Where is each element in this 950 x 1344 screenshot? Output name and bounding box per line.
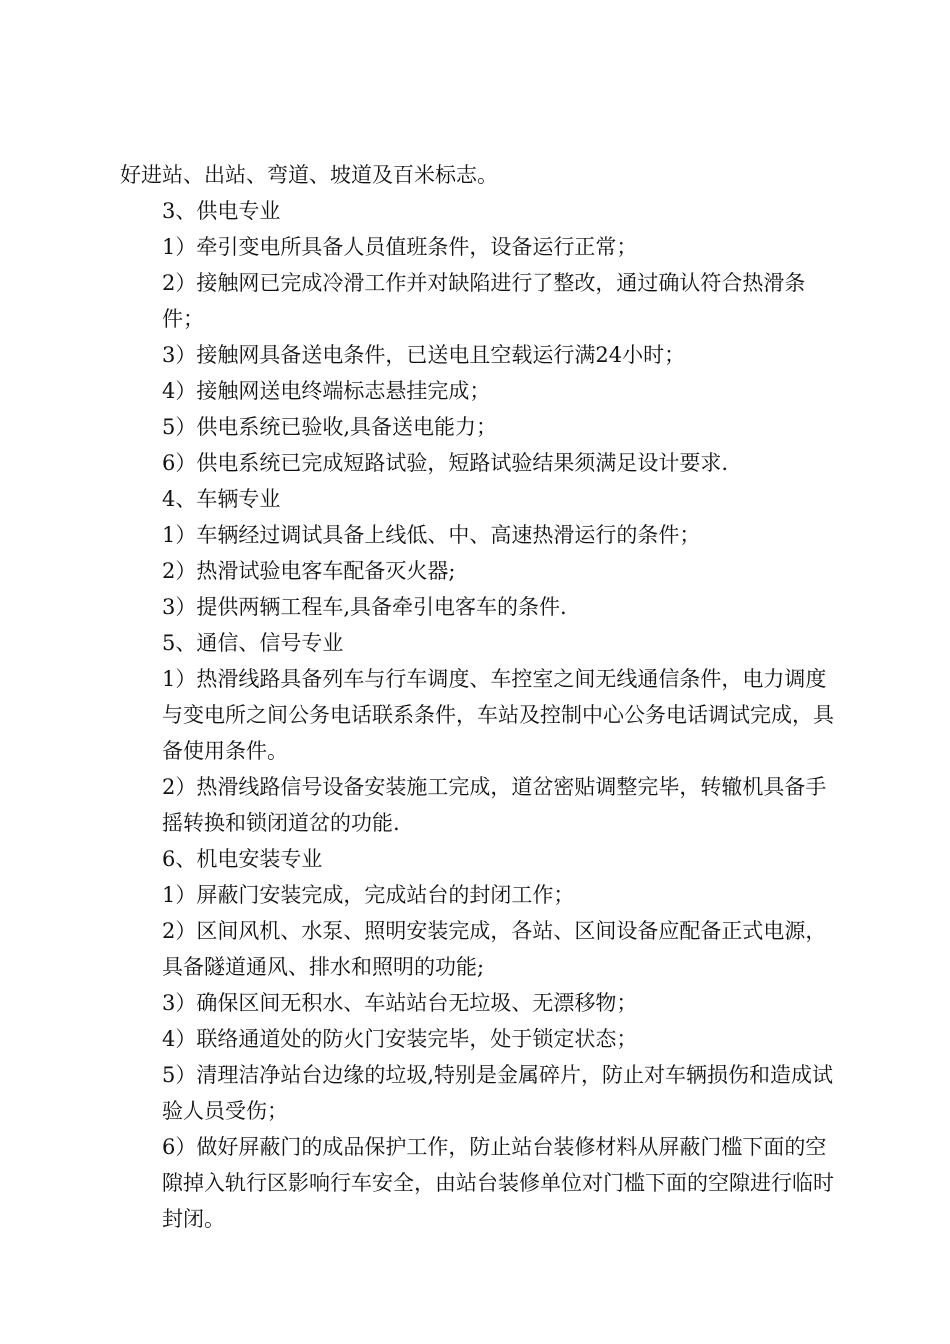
list-item: 3）确保区间无积水、车站站台无垃圾、无漂移物；	[162, 991, 638, 1015]
list-item: 2）接触网已完成冷滑工作并对缺陷进行了整改，通过确认符合热滑条件；	[162, 271, 806, 331]
list-item: 1）热滑线路具备列车与行车调度、车控室之间无线通信条件，电力调度与变电所之间公务电话联系条件，车站及控制中心公务电话调试完成，具备使用条件。	[162, 667, 834, 763]
section-heading-vehicle: 4、车辆专业	[162, 487, 281, 511]
list-item: 1）屏蔽门安装完成，完成站台的封闭工作；	[162, 883, 575, 907]
paragraph-continuation: 好进站、出站、弯道、坡道及百米标志。	[120, 163, 498, 187]
section-heading-electromechanical: 6、机电安装专业	[162, 847, 323, 871]
section-heading-power-supply: 3、供电专业	[162, 199, 281, 223]
list-item: 6）供电系统已完成短路试验，短路试验结果须满足设计要求.	[162, 451, 729, 475]
document-body	[120, 157, 840, 1237]
list-item: 5）清理洁净站台边缘的垃圾,特别是金属碎片，防止对车辆损伤和造成试验人员受伤；	[162, 1063, 834, 1123]
list-item: 4）联络通道处的防火门安装完毕，处于锁定状态；	[162, 1027, 638, 1051]
section-heading-communication-signal: 5、通信、信号专业	[162, 631, 344, 655]
list-item: 1）车辆经过调试具备上线低、中、高速热滑运行的条件；	[162, 523, 701, 547]
list-item: 2）热滑试验电客车配备灭火器;	[162, 559, 456, 583]
list-item: 4）接触网送电终端标志悬挂完成；	[162, 379, 491, 403]
list-item: 6）做好屏蔽门的成品保护工作，防止站台装修材料从屏蔽门槛下面的空隙掉入轨行区影响行车安全，由站台装修单位对门槛下面的空隙进行临时封闭。	[162, 1135, 834, 1231]
list-item: 5）供电系统已验收,具备送电能力；	[162, 415, 498, 439]
list-item: 3）接触网具备送电条件，已送电且空载运行满24小时；	[162, 343, 686, 367]
list-item: 2）区间风机、水泵、照明安装完成，各站、区间设备应配备正式电源，具备隧道通风、排水和照明的功能;	[162, 919, 827, 979]
list-item: 3）提供两辆工程车,具备牵引电客车的条件.	[162, 595, 567, 619]
list-item: 1）牵引变电所具备人员值班条件，设备运行正常；	[162, 235, 638, 259]
list-item: 2）热滑线路信号设备安装施工完成，道岔密贴调整完毕，转辙机具备手摇转换和锁闭道岔的功能.	[162, 775, 827, 835]
